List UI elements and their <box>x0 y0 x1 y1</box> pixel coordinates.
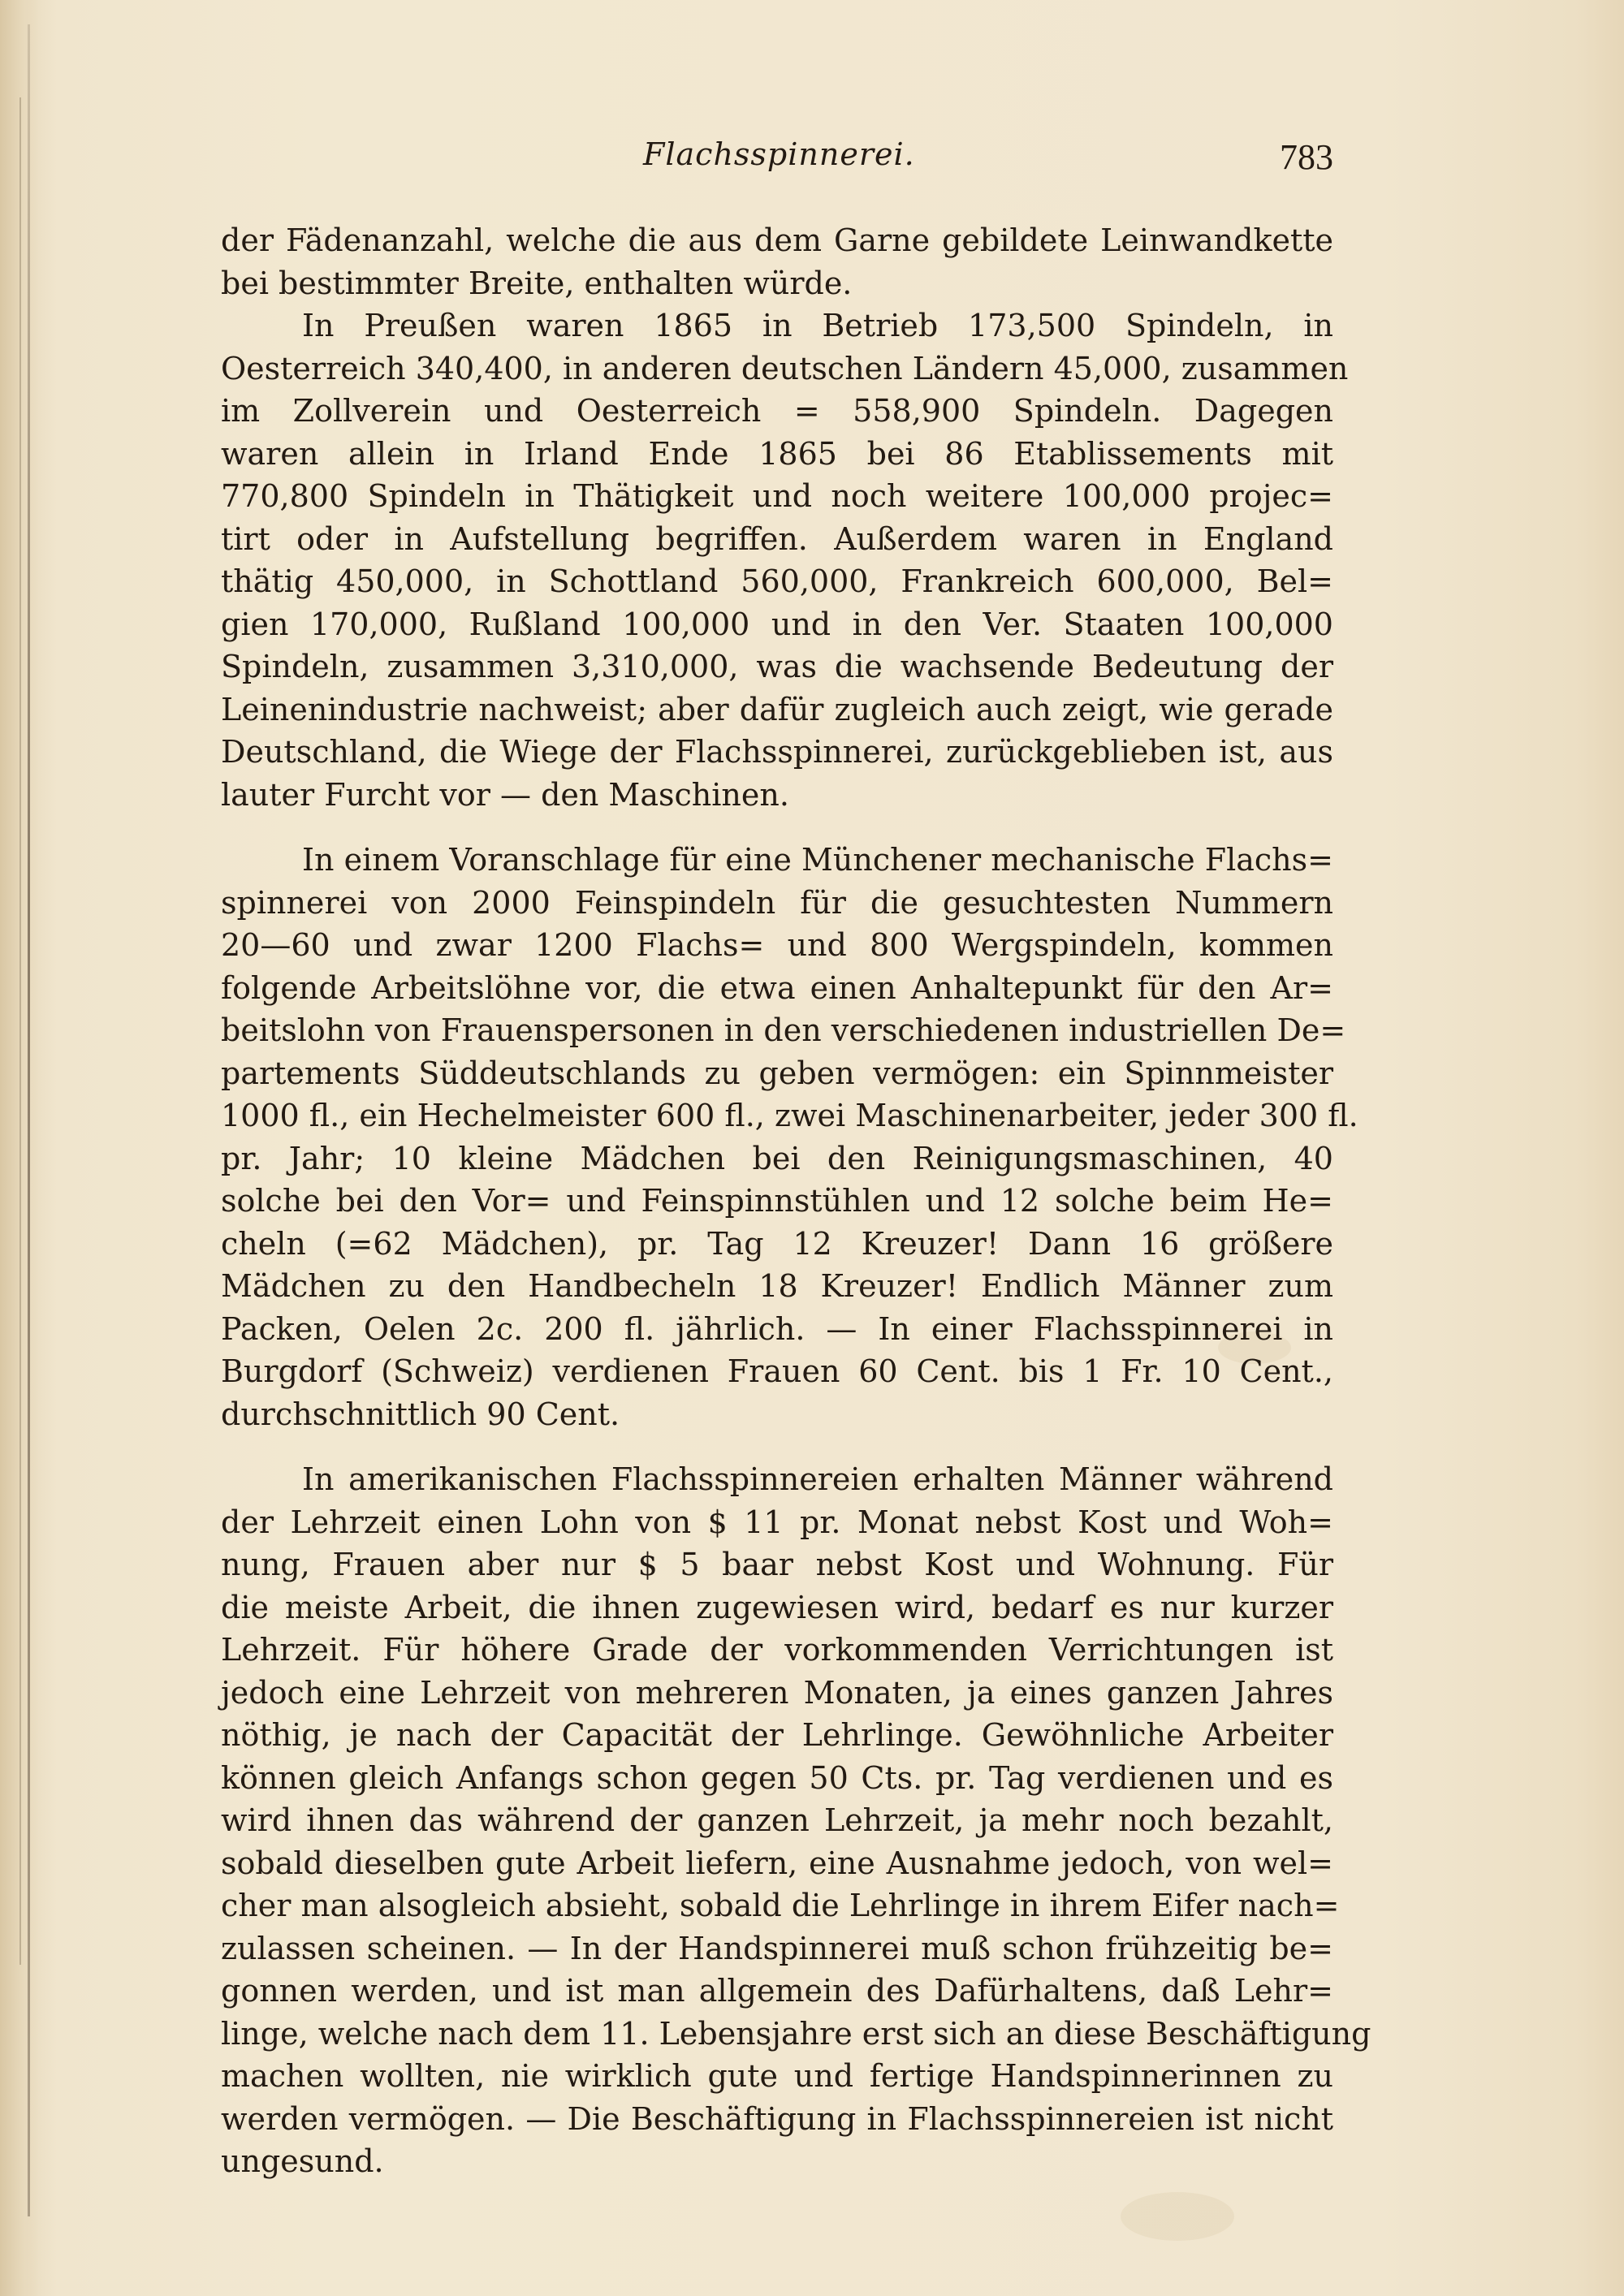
text-line: nung, Frauen aber nur $ 5 baar nebst Kost und Wohnung. Für <box>221 1547 1333 1582</box>
text-line: beitslohn von Frauenspersonen in den verschiedenen industriellen De= <box>221 1012 1346 1048</box>
paper-stain <box>1121 2192 1234 2241</box>
text-line: In Preußen waren 1865 in Betrieb 173,500 Spindeln, in <box>302 308 1333 343</box>
text-line: thätig 450,000, in Schottland 560,000, Frankreich 600,000, Bel= <box>221 563 1333 599</box>
text-line: linge, welche nach dem 11. Lebensjahre erst sich an diese Beschäftigung <box>221 2015 1371 2052</box>
text-line: machen wollten, nie wirklich gute und fertige Handspinnerinnen zu <box>221 2058 1333 2094</box>
text-line: im Zollverein und Oesterreich = 558,900 Spindeln. Dagegen <box>221 393 1333 429</box>
text-line: solche bei den Vor= und Feinspinnstühlen und 12 solche beim He= <box>221 1183 1333 1219</box>
text-line: 1000 fl., ein Hechelmeister 600 fl., zwei Maschinenarbeiter, jeder 300 fl. <box>221 1098 1358 1133</box>
text-line: wird ihnen das während der ganzen Lehrzeit, ja mehr noch bezahlt, <box>221 1802 1333 1838</box>
paragraph <box>221 219 1333 304</box>
text-line: die meiste Arbeit, die ihnen zugewiesen wird, bedarf es nur kurzer <box>221 1589 1333 1625</box>
page-number: 783 <box>1280 137 1333 177</box>
text-line: In einem Voranschlage für eine Münchener mechanische Flachs= <box>302 842 1333 878</box>
text-line: In amerikanischen Flachsspinnereien erhalten Männer während <box>302 1461 1333 1497</box>
body-text <box>221 219 1371 2183</box>
text-line: der Lehrzeit einen Lohn von $ 11 pr. Monat nebst Kost und Woh= <box>221 1504 1333 1540</box>
text-line: gonnen werden, und ist man allgemein des Dafürhaltens, daß Lehr= <box>221 1973 1333 2009</box>
text-line: Leinenindustrie nachweist; aber dafür zugleich auch zeigt, wie gerade <box>221 691 1333 727</box>
text-line: 770,800 Spindeln in Thätigkeit und noch weitere 100,000 projec= <box>221 478 1333 514</box>
text-line: pr. Jahr; 10 kleine Mädchen bei den Reinigungsmaschinen, 40 <box>221 1140 1333 1176</box>
paragraph <box>221 1458 1371 2183</box>
binding-shadow-line <box>28 24 30 2216</box>
text-line: Lehrzeit. Für höhere Grade der vorkommenden Verrichtungen ist <box>221 1632 1333 1668</box>
text-line: durchschnittlich 90 Cent. <box>221 1396 620 1432</box>
text-line: Spindeln, zusammen 3,310,000, was die wachsende Bedeutung der <box>221 649 1333 684</box>
running-head: Flachsspinnerei. <box>643 136 915 172</box>
text-line: partements Süddeutschlands zu geben vermögen: ein Spinnmeister <box>221 1055 1333 1091</box>
page-header <box>221 136 1333 185</box>
binding-shadow-line-inner <box>19 97 21 1965</box>
text-line: tirt oder in Aufstellung begriffen. Außerdem waren in England <box>221 520 1333 557</box>
text-line: 20—60 und zwar 1200 Flachs= und 800 Wergspindeln, kommen <box>221 927 1333 963</box>
text-line: Packen, Oelen 2c. 200 fl. jährlich. — In einer Flachsspinnerei in <box>221 1310 1333 1347</box>
text-line: Deutschland, die Wiege der Flachsspinnerei, zurückgeblieben ist, aus <box>221 734 1333 770</box>
text-line: sobald dieselben gute Arbeit liefern, eine Ausnahme jedoch, von wel= <box>221 1845 1333 1881</box>
text-line: Burgdorf (Schweiz) verdienen Frauen 60 Cent. bis 1 Fr. 10 Cent., <box>221 1353 1333 1389</box>
text-line: folgende Arbeitslöhne vor, die etwa einen Anhaltepunkt für den Ar= <box>221 969 1333 1006</box>
text-line: ungesund. <box>221 2143 384 2179</box>
text-line: können gleich Anfangs schon gegen 50 Cts. pr. Tag verdienen und es <box>221 1759 1333 1796</box>
text-line: zulassen scheinen. — In der Handspinnerei muß schon frühzeitig be= <box>221 1930 1333 1966</box>
text-line: gien 170,000, Rußland 100,000 und in den Ver. Staaten 100,000 <box>221 606 1333 642</box>
text-line: bei bestimmter Breite, enthalten würde. <box>221 265 853 301</box>
text-line: nöthig, je nach der Capacität der Lehrlinge. Gewöhnliche Arbeiter <box>221 1717 1333 1753</box>
text-line: jedoch eine Lehrzeit von mehreren Monaten, ja eines ganzen Jahres <box>221 1674 1333 1711</box>
paragraph <box>221 304 1349 816</box>
text-line: cher man alsogleich absieht, sobald die Lehrlinge in ihrem Eifer nach= <box>221 1888 1340 1923</box>
text-line: lauter Furcht vor — den Maschinen. <box>221 776 789 813</box>
text-line: werden vermögen. — Die Beschäftigung in Flachsspinnereien ist nicht <box>221 2100 1333 2137</box>
text-line: cheln (=62 Mädchen), pr. Tag 12 Kreuzer! Dann 16 größere <box>221 1225 1333 1262</box>
text-line: waren allein in Irland Ende 1865 bei 86 Etablissements mit <box>221 435 1333 472</box>
text-line: Oesterreich 340,400, in anderen deutschen Ländern 45,000, zusammen <box>221 350 1349 386</box>
text-line: der Fädenanzahl, welche die aus dem Garne gebildete Leinwandkette <box>221 222 1333 258</box>
text-line: Mädchen zu den Handbecheln 18 Kreuzer! Endlich Männer zum <box>221 1268 1333 1304</box>
text-line: spinnerei von 2000 Feinspindeln für die gesuchtesten Nummern <box>221 884 1333 921</box>
paragraph <box>221 839 1358 1435</box>
